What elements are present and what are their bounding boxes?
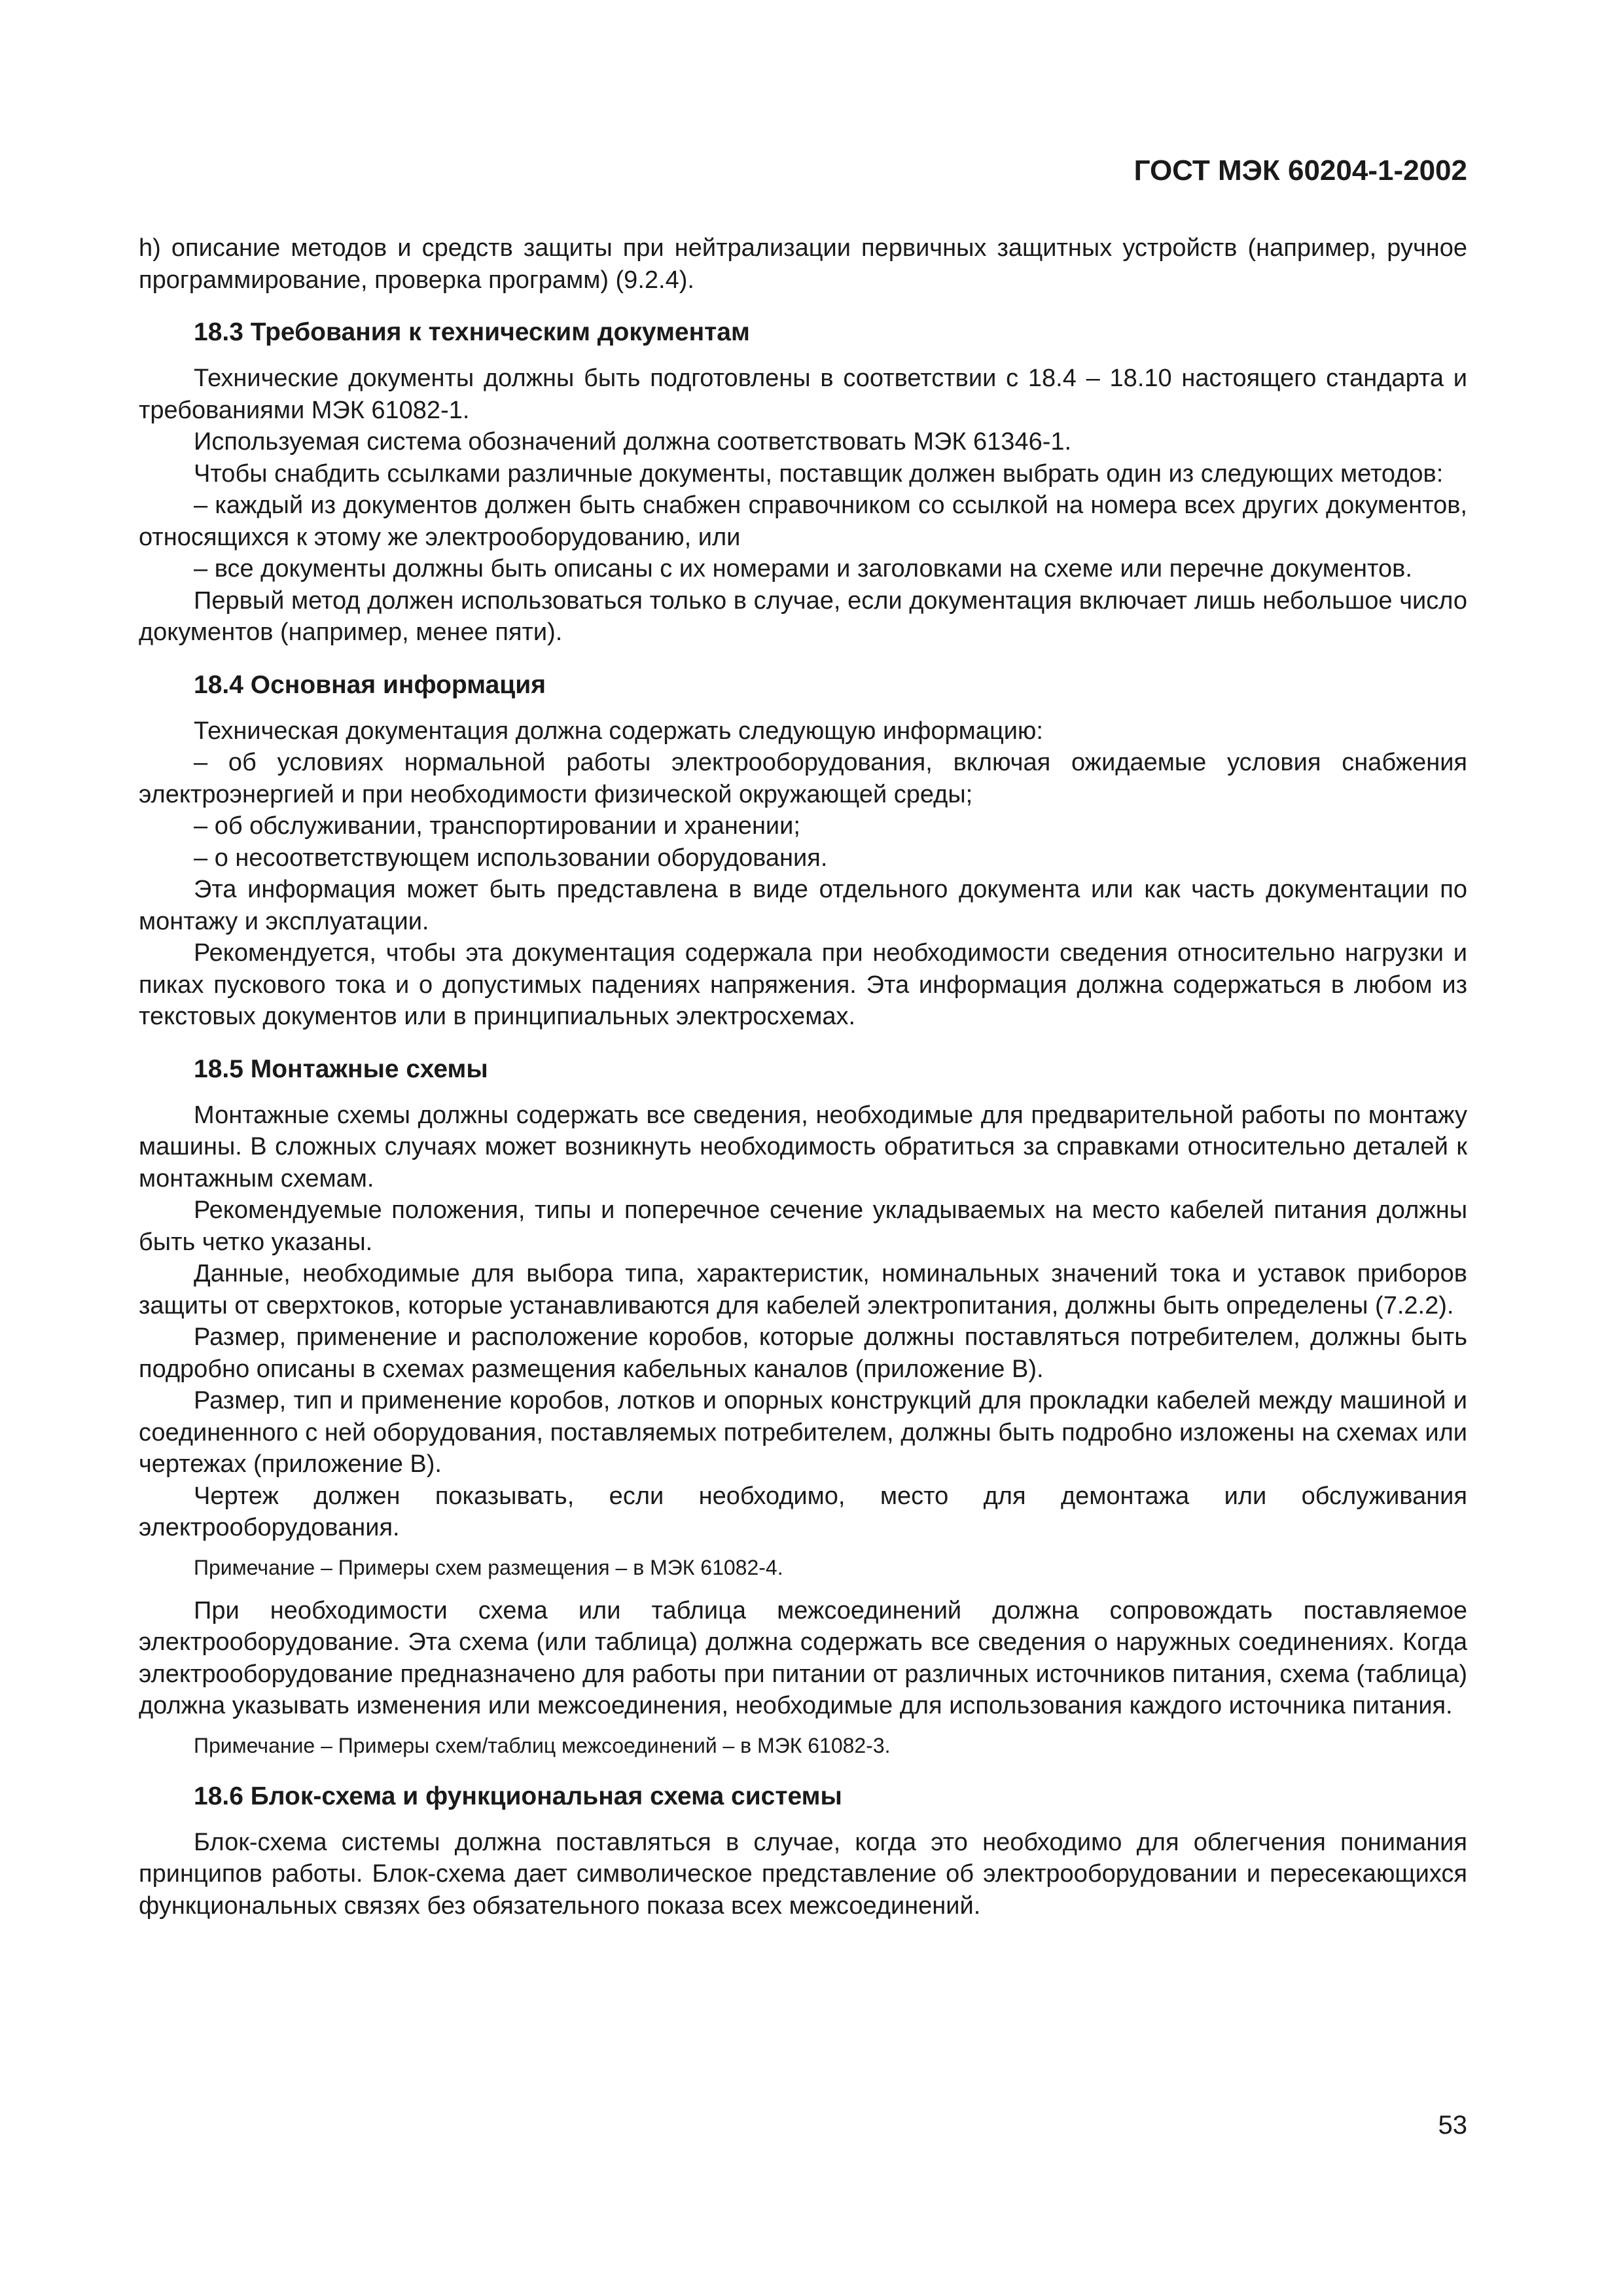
paragraph: Данные, необходимые для выбора типа, характеристик, номинальных значений тока и уставок приборов защиты от сверхтоков, которые устанавливаются для кабелей электропитания, должны быть определены (7.2.2). — [139, 1260, 1467, 1319]
paragraph: Размер, применение и расположение коробов, которые должны поставляться потребителем, должны быть подробно описаны в схемах размещения кабельных каналов (приложение В). — [139, 1323, 1467, 1383]
paragraph: При необходимости схема или таблица межсоединений должна сопровождать поставляемое электрооборудование. Эта схема (или таблица) должна содержать все сведения о наружных соединениях. Когда электрооборудование предназначено для работы при питании от различных источников питания, схема (таблица) должна указывать изменения или межсоединения, необходимые для использования каждого источника питания. — [139, 1596, 1467, 1719]
list-item: – все документы должны быть описаны с их номерами и заголовками на схеме или перечне документов. — [194, 555, 1412, 583]
paragraph: Эта информация может быть представлена в виде отдельного документа или как часть документации по монтажу и эксплуатации. — [139, 876, 1467, 935]
paragraph: Чтобы снабдить ссылками различные документы, поставщик должен выбрать один из следующих методов: — [194, 459, 1444, 488]
paragraph: Рекомендуемые положения, типы и поперечное сечение укладываемых на место кабелей питания должны быть четко указаны. — [139, 1196, 1467, 1256]
paragraph: Размер, тип и применение коробов, лотков и опорных конструкций для прокладки кабелей между машиной и соединенного с ней оборудования, поставляемых потребителем, должны быть подробно изложены на схемах или чертежах (приложение В). — [139, 1387, 1467, 1478]
paragraph: Монтажные схемы должны содержать все сведения, необходимые для предварительной работы по монтажу машины. В сложных случаях может возникнуть необходимость обратиться за справками относительно деталей к монтажным схемам. — [139, 1101, 1467, 1193]
paragraph: Чертеж должен показывать, если необходимо, место для демонтажа или обслуживания электрооборудования. — [139, 1482, 1467, 1541]
list-item: – об обслуживании, транспортировании и хранении; — [194, 812, 800, 840]
section-18-4-heading: 18.4 Основная информация — [194, 670, 546, 699]
section-18-6-heading: 18.6 Блок-схема и функциональная схема системы — [194, 1782, 842, 1810]
paragraph: Технические документы должны быть подготовлены в соответствии с 18.4 – 18.10 настоящего стандарта и требованиями МЭК 61082-1. — [139, 365, 1467, 424]
document-body — [139, 232, 1467, 1922]
list-item: – каждый из документов должен быть снабжен справочником со ссылкой на номера всех других документов, относящихся к этому же электрооборудованию, или — [139, 492, 1467, 551]
list-item: – об условиях нормальной работы электрооборудования, включая ожидаемые условия снабжения электроэнергией и при необходимости физической окружающей среды; — [139, 749, 1467, 808]
paragraph: Рекомендуется, чтобы эта документация содержала при необходимости сведения относительно нагрузки и пиках пускового тока и о допустимых падениях напряжения. Эта информация должна содержаться в любом из текстовых документов или в принципиальных электросхемах. — [139, 939, 1467, 1030]
note: Примечание – Примеры схем/таблиц межсоединений – в МЭК 61082-3. — [194, 1733, 891, 1757]
section-18-5-heading: 18.5 Монтажные схемы — [194, 1054, 488, 1083]
page-number: 53 — [1438, 2111, 1467, 2140]
section-18-3-heading: 18.3 Требования к техническим документам — [194, 318, 750, 346]
paragraph: Техническая документация должна содержать следующую информацию: — [194, 717, 1043, 745]
list-item: – о несоответствующем использовании оборудования. — [194, 844, 828, 872]
list-item-h: h) описание методов и средств защиты при нейтрализации первичных защитных устройств (например, ручное программирование, проверка программ) (9.2.4). — [139, 234, 1467, 294]
paragraph: Используемая система обозначений должна соответствовать МЭК 61346-1. — [194, 428, 1072, 456]
paragraph: Первый метод должен использоваться только в случае, если документация включает лишь небольшое число документов (например, менее пяти). — [139, 586, 1467, 646]
standard-designation: ГОСТ МЭК 60204-1-2002 — [1133, 154, 1467, 187]
paragraph: Блок-схема системы должна поставляться в случае, когда это необходимо для облегчения понимания принципов работы. Блок-схема дает символическое представление об электрооборудовании и пересекающихся функциональных связях без обязательного показа всех межсоединений. — [139, 1828, 1467, 1920]
note: Примечание – Примеры схем размещения – в МЭК 61082-4. — [194, 1555, 783, 1579]
